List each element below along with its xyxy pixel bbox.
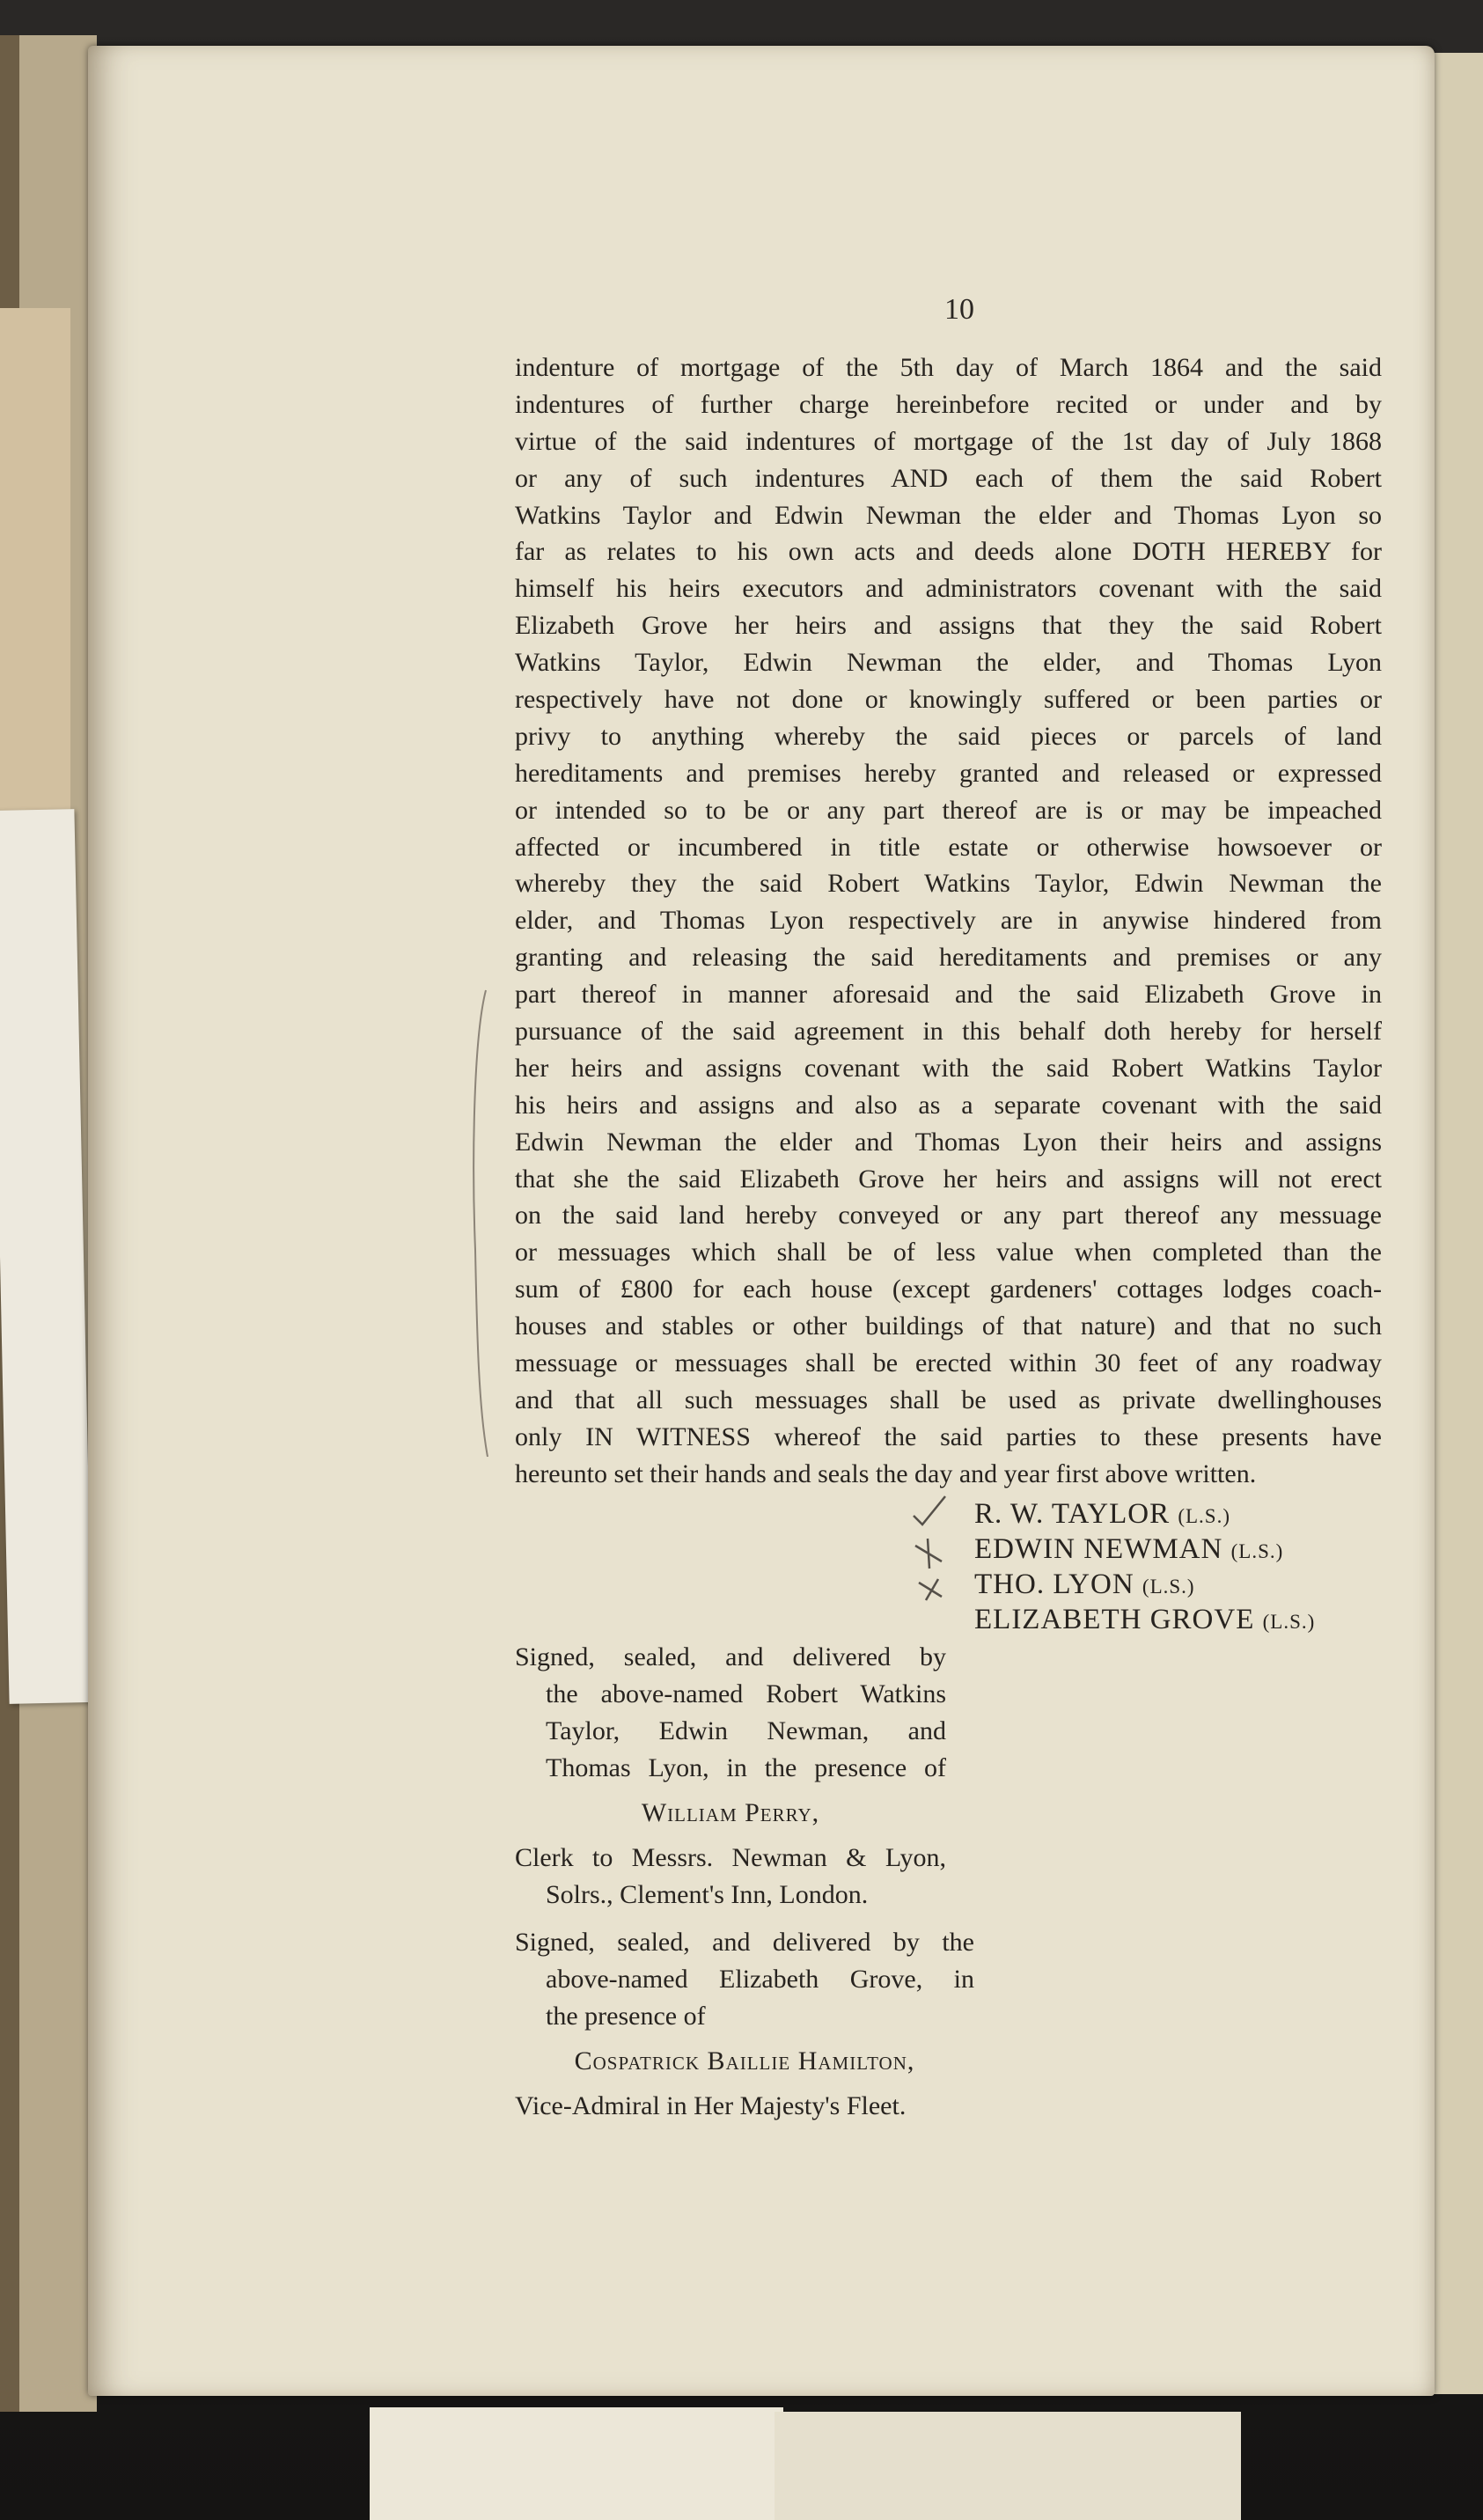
body-line: indentures of further charge hereinbefore recited or under and by [515, 389, 1382, 419]
body-line: whereby they the said Robert Watkins Taylor, Edwin Newman the [515, 869, 1382, 899]
body-line: hereunto set their hands and seals the day and year first above written. [515, 1458, 1257, 1488]
signatory-name: THO. LYON [974, 1569, 1134, 1600]
attestation-line: Thomas Lyon, in the presence of [546, 1753, 946, 1782]
bottom-paper-tab-left [370, 2407, 783, 2520]
pencil-tick-marks [907, 1488, 977, 1611]
cross-mark-icon [915, 1539, 942, 1569]
pencil-margin-bracket [466, 986, 493, 1461]
attestation-line: Signed, sealed, and delivered by [515, 1642, 946, 1671]
attestation-line: above-named Elizabeth Grove, in [546, 1965, 974, 1994]
body-line: sum of £800 for each house (except gardeners' cottages lodges coach- [515, 1275, 1382, 1304]
cross-mark-icon [919, 1579, 942, 1600]
body-line: affected or incumbered in title estate or otherwise howsoever or [515, 832, 1382, 862]
bottom-paper-tab-right [775, 2412, 1241, 2520]
attestation-line: the presence of [546, 2002, 706, 2031]
left-tan-page-fragment [0, 308, 70, 836]
body-line: on the said land hereby conveyed or any part thereof any messuage [515, 1201, 1382, 1231]
body-line: and that all such messuages shall be used as private dwellinghouses [515, 1385, 1382, 1414]
tick-mark-icon [914, 1496, 945, 1524]
witness-title: Vice-Admiral in Her Majesty's Fleet. [515, 2091, 907, 2120]
body-line: indenture of mortgage of the 5th day of March 1864 and the said [515, 353, 1382, 382]
body-line: Edwin Newman the elder and Thomas Lyon their heirs and assigns [515, 1127, 1382, 1157]
attestation-grove [515, 1924, 974, 2125]
body-line: Elizabeth Grove her heirs and assigns that they the said Robert [515, 611, 1382, 641]
signature-block [974, 1496, 1388, 1637]
body-line: or messuages which shall be of less value when completed than the [515, 1238, 1382, 1267]
signatory-name: EDWIN NEWMAN [974, 1533, 1223, 1565]
signature-grove [974, 1602, 1388, 1637]
attestation-line: Signed, sealed, and delivered by the [515, 1928, 974, 1957]
signature-taylor [974, 1496, 1388, 1532]
body-line: elder, and Thomas Lyon respectively are in anywise hindered from [515, 906, 1382, 936]
page-number: 10 [944, 293, 974, 326]
body-line: virtue of the said indentures of mortgage of the 1st day of July 1868 [515, 426, 1382, 456]
body-line: granting and releasing the said hereditaments and premises or any [515, 943, 1382, 973]
body-line: houses and stables or other buildings of that nature) and that no such [515, 1311, 1382, 1341]
signature-newman [974, 1532, 1388, 1567]
body-line: part thereof in manner aforesaid and the said Elizabeth Grove in [515, 980, 1382, 1010]
body-line: that she the said Elizabeth Grove her heirs and assigns will not erect [515, 1164, 1382, 1194]
seal-mark: (L.S.) [1142, 1576, 1195, 1598]
body-line: Watkins Taylor and Edwin Newman the elder and Thomas Lyon so [515, 500, 1382, 530]
body-line: hereditaments and premises hereby granted and released or expressed [515, 758, 1382, 788]
body-line: his heirs and assigns and also as a separate covenant with the said [515, 1090, 1382, 1120]
signatory-name: R. W. TAYLOR [974, 1498, 1171, 1530]
witness-name: William Perry, [641, 1798, 820, 1827]
body-line: far as relates to his own acts and deeds alone DOTH HEREBY for [515, 537, 1382, 567]
body-line: her heirs and assigns covenant with the said Robert Watkins Taylor [515, 1053, 1382, 1083]
deed-body-text [515, 349, 1382, 1493]
body-line: Watkins Taylor, Edwin Newman the elder, and Thomas Lyon [515, 648, 1382, 678]
witness-title-line: Solrs., Clement's Inn, London. [546, 1880, 869, 1909]
signature-lyon [974, 1567, 1388, 1602]
attestation-line: the above-named Robert Watkins [546, 1679, 946, 1708]
attestation-taylor-newman-lyon [515, 1639, 946, 1914]
body-line: pursuance of the said agreement in this behalf doth hereby for herself [515, 1017, 1382, 1047]
body-line: himself his heirs executors and administrators covenant with the said [515, 574, 1382, 604]
witness-title-line: Clerk to Messrs. Newman & Lyon, [515, 1843, 946, 1872]
body-line: only IN WITNESS whereof the said parties to these presents have [515, 1422, 1382, 1451]
seal-mark: (L.S.) [1178, 1505, 1231, 1527]
body-line: or intended so to be or any part thereof are is or may be impeached [515, 795, 1382, 825]
body-line: respectively have not done or knowingly suffered or been parties or [515, 685, 1382, 715]
body-line: privy to anything whereby the said pieces or parcels of land [515, 721, 1382, 751]
body-line: or any of such indentures AND each of them the said Robert [515, 463, 1382, 493]
seal-mark: (L.S.) [1262, 1611, 1316, 1633]
body-line: messuage or messuages shall be erected within 30 feet of any roadway [515, 1348, 1382, 1378]
seal-mark: (L.S.) [1230, 1540, 1284, 1562]
witness-name: Cospatrick Baillie Hamilton, [574, 2046, 915, 2076]
signatory-name: ELIZABETH GROVE [974, 1604, 1255, 1635]
attestation-line: Taylor, Edwin Newman, and [546, 1716, 946, 1745]
